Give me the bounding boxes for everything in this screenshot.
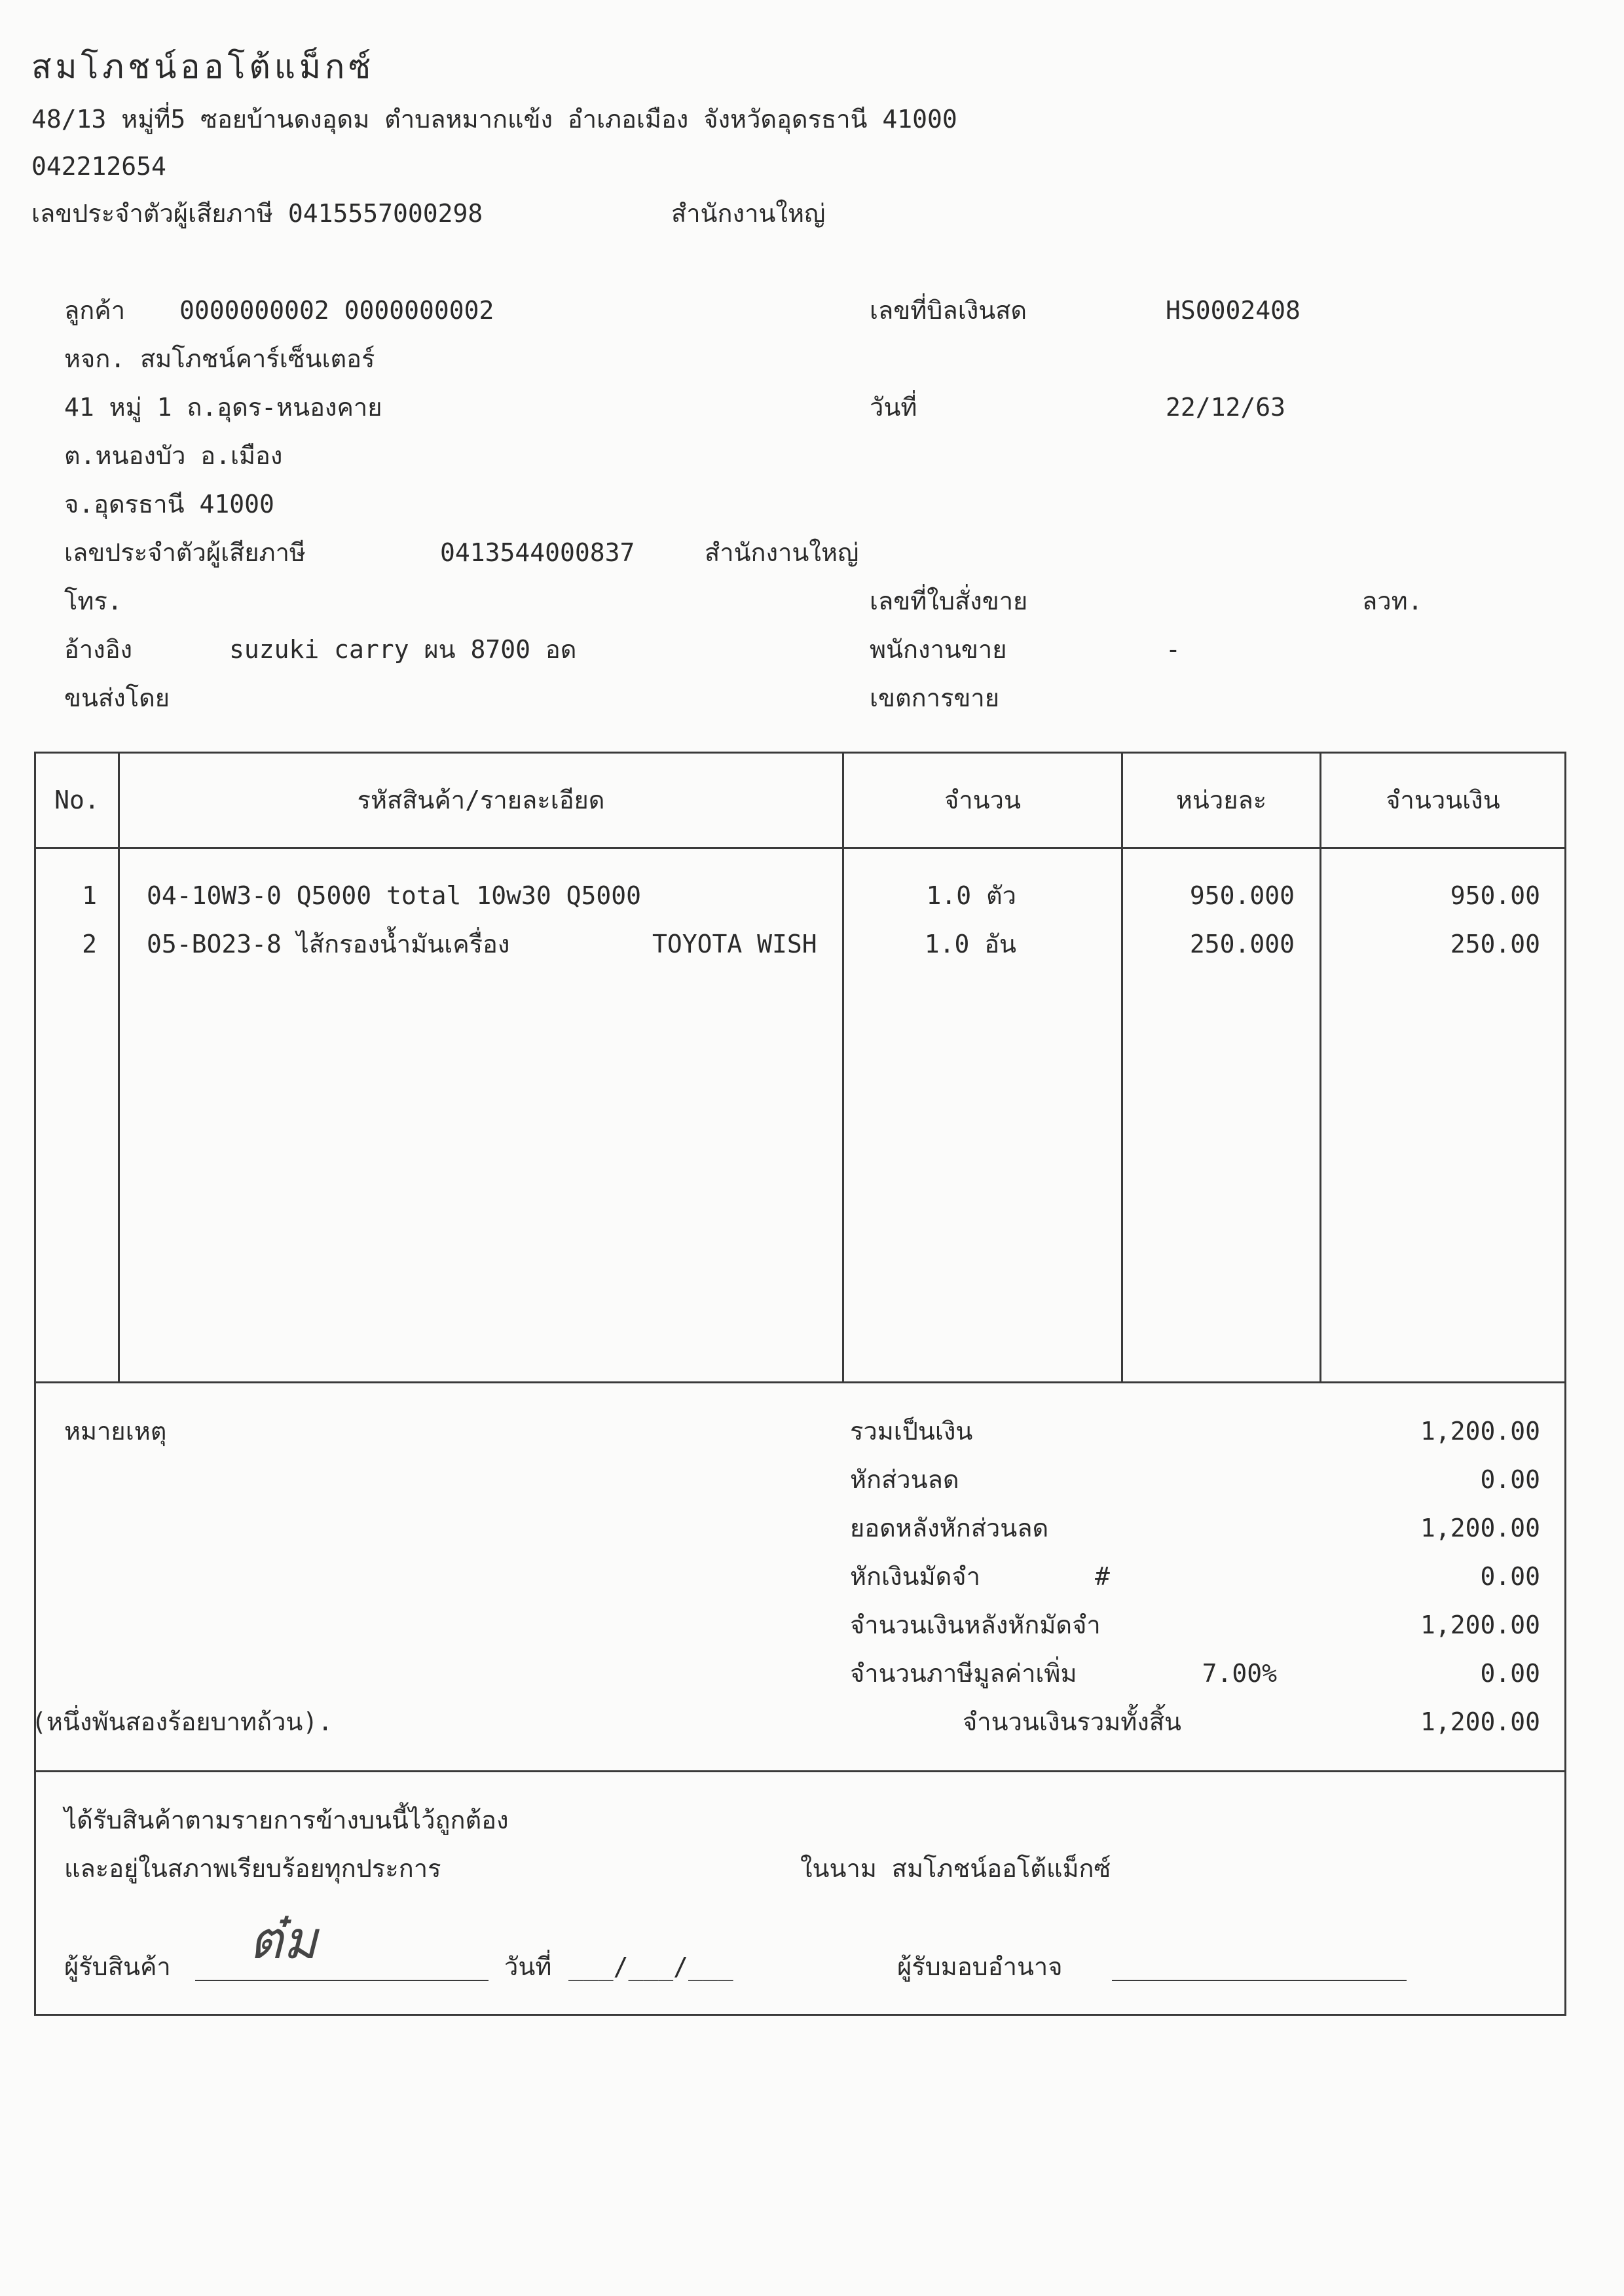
table-bottom-border [34, 1381, 1566, 1383]
customer-branch: สำนักงานใหญ่ [705, 538, 859, 567]
receiver-signature-line [195, 1980, 489, 1981]
row-1-no: 1 [82, 881, 97, 910]
row-2-amount: 250.00 [1450, 930, 1540, 958]
customer-label: ลูกค้า [64, 296, 126, 325]
col-header-quantity: จำนวน [944, 786, 1021, 814]
customer-ship-label: ขนส่งโดย [64, 683, 170, 712]
company-tax-id: เลขประจำตัวผู้เสียภาษี 0415557000298 [31, 199, 483, 228]
customer-ref-value: suzuki carry ผน 8700 อด [229, 635, 577, 664]
sales-zone-label: เขตการขาย [870, 683, 999, 712]
col-header-amount: จำนวนเงิน [1386, 786, 1500, 814]
company-phone: 042212654 [31, 152, 166, 181]
table-header-border [34, 847, 1566, 849]
row-2-no: 2 [82, 930, 97, 958]
summary-value-subtotal: 1,200.00 [1420, 1417, 1540, 1446]
receiver-label: ผู้รับสินค้า [64, 1952, 171, 1981]
summary-label-after-deposit: จำนวนเงินหลังหักมัดจำ [850, 1611, 1101, 1639]
summary-label-discount: หักส่วนลด [850, 1465, 959, 1494]
company-address: 48/13 หมู่ที่5 ซอยบ้านดงอุดม ตำบลหมากแข้ง อำเภอเมือง จังหวัดอุดรธานี 41000 [31, 105, 957, 134]
summary-label-subtotal: รวมเป็นเงิน [850, 1417, 973, 1446]
col-divider-1 [118, 752, 120, 1381]
summary-bottom-border [34, 1770, 1566, 1772]
company-branch: สำนักงานใหญ่ [671, 199, 826, 228]
summary-label-deposit: หักเงินมัดจำ [850, 1562, 980, 1591]
received-statement-line-1: ได้รับสินค้าตามรายการข้างบนนี้ไว้ถูกต้อง [64, 1806, 509, 1834]
summary-value-after-discount: 1,200.00 [1420, 1514, 1540, 1542]
table-top-border [34, 752, 1566, 754]
receiver-signature: ต๋ม [249, 1910, 318, 1971]
customer-address-3: จ.อุดรธานี 41000 [64, 490, 274, 519]
summary-value-deposit: 0.00 [1480, 1562, 1540, 1591]
col-divider-2 [842, 752, 844, 1381]
sales-order-label: เลขที่ใบสั่งขาย [870, 587, 1028, 615]
amount-in-words: (หนึ่งพันสองร้อยบาทถ้วน). [31, 1707, 333, 1736]
customer-address-1: 41 หมู่ 1 ถ.อุดร-หนองคาย [64, 393, 382, 422]
col-header-unit-price: หน่วยละ [1175, 786, 1267, 814]
salesperson-label: พนักงานขาย [870, 635, 1007, 664]
col-header-no: No. [54, 786, 100, 814]
summary-value-discount: 0.00 [1480, 1465, 1540, 1494]
row-2-quantity: 1.0 อัน [924, 930, 1016, 958]
summary-label-vat: จำนวนภาษีมูลค่าเพิ่ม [850, 1659, 1077, 1688]
row-1-quantity: 1.0 ตัว [926, 881, 1016, 910]
customer-tax-id: 0413544000837 [440, 538, 635, 567]
summary-value-after-deposit: 1,200.00 [1420, 1611, 1540, 1639]
summary-label-grand-total: จำนวนเงินรวมทั้งสิ้น [963, 1707, 1181, 1736]
summary-value-grand-total: 1,200.00 [1420, 1707, 1540, 1736]
customer-name: หจก. สมโภชน์คาร์เซ็นเตอร์ [64, 344, 375, 373]
col-header-description: รหัสสินค้า/รายละเอียด [357, 786, 605, 814]
customer-code: 0000000002 0000000002 [179, 296, 494, 325]
summary-deposit-extra: # [1095, 1562, 1110, 1591]
summary-label-after-discount: ยอดหลังหักส่วนลด [850, 1514, 1049, 1542]
customer-tax-label: เลขประจำตัวผู้เสียภาษี [64, 538, 306, 567]
summary-value-vat: 0.00 [1480, 1659, 1540, 1688]
salesperson-value: - [1166, 635, 1181, 664]
row-1-unit-price: 950.000 [1189, 881, 1295, 910]
col-divider-3 [1121, 752, 1123, 1381]
sales-order-extra: ลวท. [1362, 587, 1423, 615]
table-right-border [1564, 752, 1566, 2016]
col-divider-4 [1320, 752, 1321, 1381]
company-name: สมโภชน์ออโต้แม็กซ์ [31, 48, 375, 86]
date-value: 22/12/63 [1166, 393, 1286, 422]
receive-date-blank: ___/___/___ [568, 1952, 733, 1981]
customer-phone-label: โทร. [64, 587, 122, 615]
remark-label: หมายเหตุ [64, 1417, 167, 1446]
row-2-description: 05-BO23-8 ไส้กรองน้ำมันเครื่อง [147, 930, 510, 958]
row-1-description: 04-10W3-0 Q5000 total 10w30 Q5000 [147, 881, 641, 910]
customer-ref-label: อ้างอิง [64, 635, 133, 664]
row-1-amount: 950.00 [1450, 881, 1540, 910]
authorized-signature-line [1112, 1980, 1407, 1981]
on-behalf-of: ในนาม สมโภชน์ออโต้แม็กซ์ [800, 1854, 1111, 1883]
authorized-label: ผู้รับมอบอำนาจ [897, 1952, 1063, 1981]
row-2-unit-price: 250.000 [1189, 930, 1295, 958]
summary-vat-rate: 7.00% [1202, 1659, 1277, 1688]
received-statement-line-2: และอยู่ในสภาพเรียบร้อยทุกประการ [64, 1854, 441, 1883]
footer-bottom-border [34, 2014, 1566, 2016]
bill-label: เลขที่บิลเงินสด [870, 296, 1027, 325]
row-2-description-extra: TOYOTA WISH [652, 930, 817, 958]
date-label: วันที่ [870, 393, 917, 422]
bill-number: HS0002408 [1166, 296, 1301, 325]
receive-date-label: วันที่ [504, 1952, 552, 1981]
customer-address-2: ต.หนองบัว อ.เมือง [64, 441, 283, 470]
